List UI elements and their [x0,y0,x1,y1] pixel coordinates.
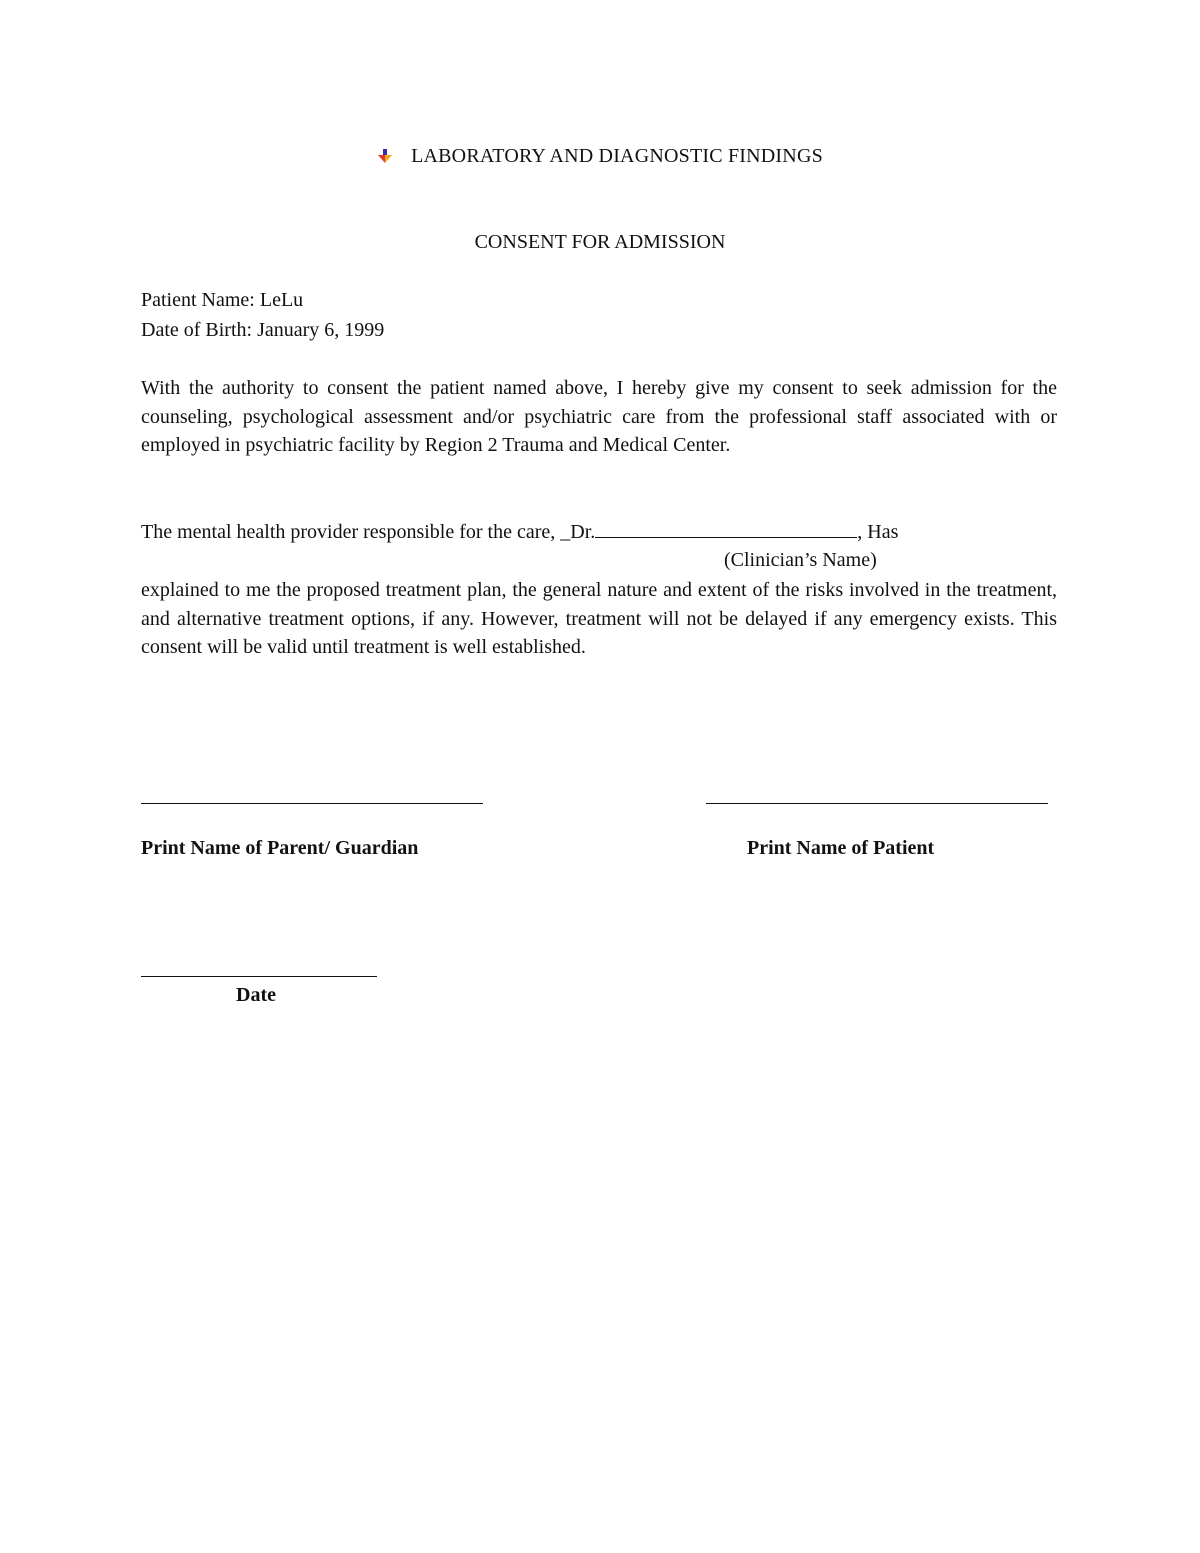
explanation-paragraph: explained to me the proposed treatment plan, the general nature and extent of the risks involved in the treatment, and alternative treatment options, if any. However, treatment will not be delayed if any emergency exists. This consent will be valid until treatment is well established. [141,579,1057,658]
patient-name-label: Print Name of Patient [747,837,935,859]
guardian-signature-line [141,803,483,804]
clinician-name-blank [595,519,857,538]
provider-line [141,518,898,546]
arrow-down-bullet-icon [377,149,393,163]
provider-prefix: The mental health provider responsible for the care, _Dr. [141,521,596,543]
guardian-name-label: Print Name of Parent/ Guardian [141,837,419,859]
patient-signature-line [706,803,1048,804]
date-signature-line [141,976,377,977]
form-title: CONSENT FOR ADMISSION [474,231,726,253]
consent-paragraph: With the authority to consent the patient named above, I hereby give my consent to seek admission for the counseling, psychological assessment and/or psychiatric care from the professional staff associated with or employed in psychiatric facility by Region 2 Trauma and Medical Center. [141,377,1057,456]
clinician-name-caption: (Clinician’s Name) [724,549,877,571]
date-of-birth-line: Date of Birth: January 6, 1999 [141,319,385,341]
section-heading-text: LABORATORY AND DIAGNOSTIC FINDINGS [411,145,823,167]
section-heading [0,143,1200,169]
date-label: Date [236,984,276,1006]
provider-suffix: , Has [857,521,899,543]
patient-name-line: Patient Name: LeLu [141,289,304,311]
